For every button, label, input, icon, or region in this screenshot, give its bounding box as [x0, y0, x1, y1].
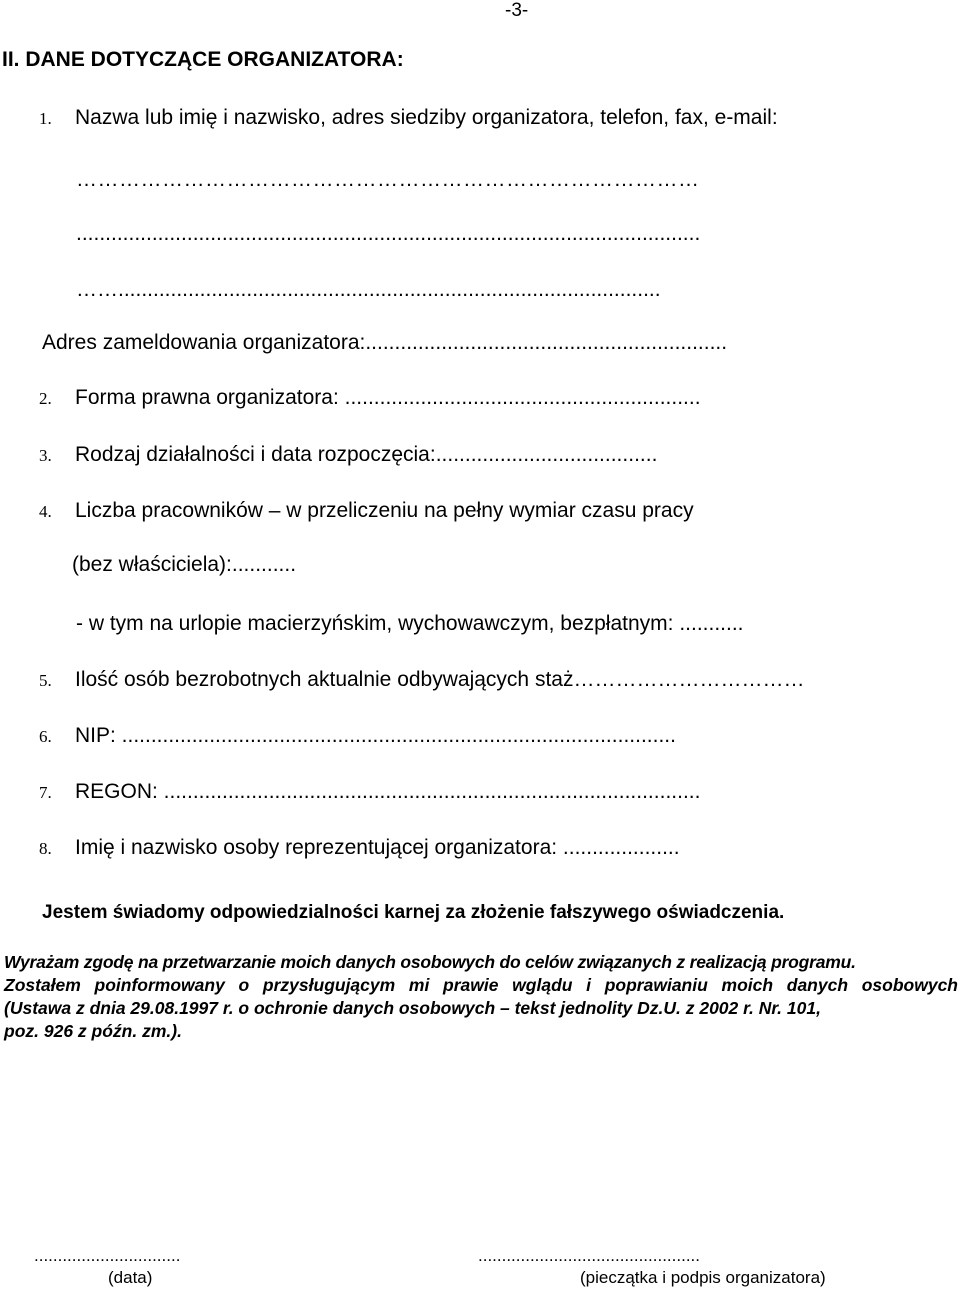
item-8-text: Imię i nazwisko osoby reprezentującej organizatora: ....................	[75, 836, 680, 859]
item-7-number: 7.	[39, 783, 52, 802]
consent-line-2: Zostałem poinformowany o przysługującym mi prawie wglądu i poprawianiu moich danych osobowych	[4, 975, 958, 995]
item-1-number: 1.	[39, 109, 52, 128]
item-6-text: NIP: ...............................................................................................	[75, 724, 676, 747]
item-4-text: Liczba pracowników – w przeliczeniu na pełny wymiar czasu pracy	[75, 499, 694, 522]
liability-statement: Jestem świadomy odpowiedzialności karnej za złożenie fałszywego oświadczenia.	[42, 902, 785, 923]
item-1	[39, 106, 778, 130]
organizer-signature-line: ...............................................	[478, 1246, 700, 1265]
date-signature-line: ...............................	[34, 1246, 181, 1265]
item-6-number: 6.	[39, 727, 52, 746]
section-heading: II. DANE DOTYCZĄCE ORGANIZATORA:	[2, 48, 404, 71]
fill-line-1: ……………………………………………………………………………	[76, 168, 700, 191]
fill-line-2: ...........................................................................................................	[76, 222, 701, 245]
consent-block	[4, 951, 958, 1043]
item-8	[39, 836, 680, 860]
date-label: (data)	[108, 1268, 153, 1287]
item-7-text: REGON: ............................................................................................	[75, 780, 701, 803]
address-field: Adres zameldowania organizatora:..............................................................	[42, 331, 728, 354]
item-5-text: Ilość osób bezrobotnych aktualnie odbywających staż……………………………	[75, 668, 805, 691]
item-7	[39, 780, 700, 804]
item-8-number: 8.	[39, 839, 52, 858]
consent-line-1: Wyrażam zgodę na przetwarzanie moich danych osobowych do celów związanych z realizacją programu.	[4, 952, 856, 972]
item-2-text: Forma prawna organizatora: .............................................................	[75, 386, 701, 409]
item-1-text: Nazwa lub imię i nazwisko, adres siedziby organizatora, telefon, fax, e-mail:	[75, 106, 778, 129]
consent-line-4: poz. 926 z późn. zm.).	[4, 1021, 182, 1041]
item-4-number: 4.	[39, 502, 52, 521]
item-6	[39, 724, 676, 748]
item-2-number: 2.	[39, 389, 52, 408]
item-5	[39, 668, 804, 692]
consent-line-3: (Ustawa z dnia 29.08.1997 r. o ochronie danych osobowych – tekst jednolity Dz.U. z 2002 r. Nr. 101,	[4, 998, 821, 1018]
item-3-number: 3.	[39, 446, 52, 465]
item-4-continuation: (bez właściciela):...........	[72, 553, 297, 576]
page-number: -3-	[505, 0, 529, 21]
item-4	[39, 499, 694, 523]
fill-line-3: …….............................................................................................	[76, 278, 661, 301]
item-5-number: 5.	[39, 671, 52, 690]
organizer-signature-label: (pieczątka i podpis organizatora)	[580, 1268, 826, 1287]
item-3	[39, 443, 657, 467]
item-2	[39, 386, 701, 410]
item-3-text: Rodzaj działalności i data rozpoczęcia:......................................	[75, 443, 658, 466]
item-4-subitem: - w tym na urlopie macierzyńskim, wychowawczym, bezpłatnym: ...........	[76, 612, 744, 635]
